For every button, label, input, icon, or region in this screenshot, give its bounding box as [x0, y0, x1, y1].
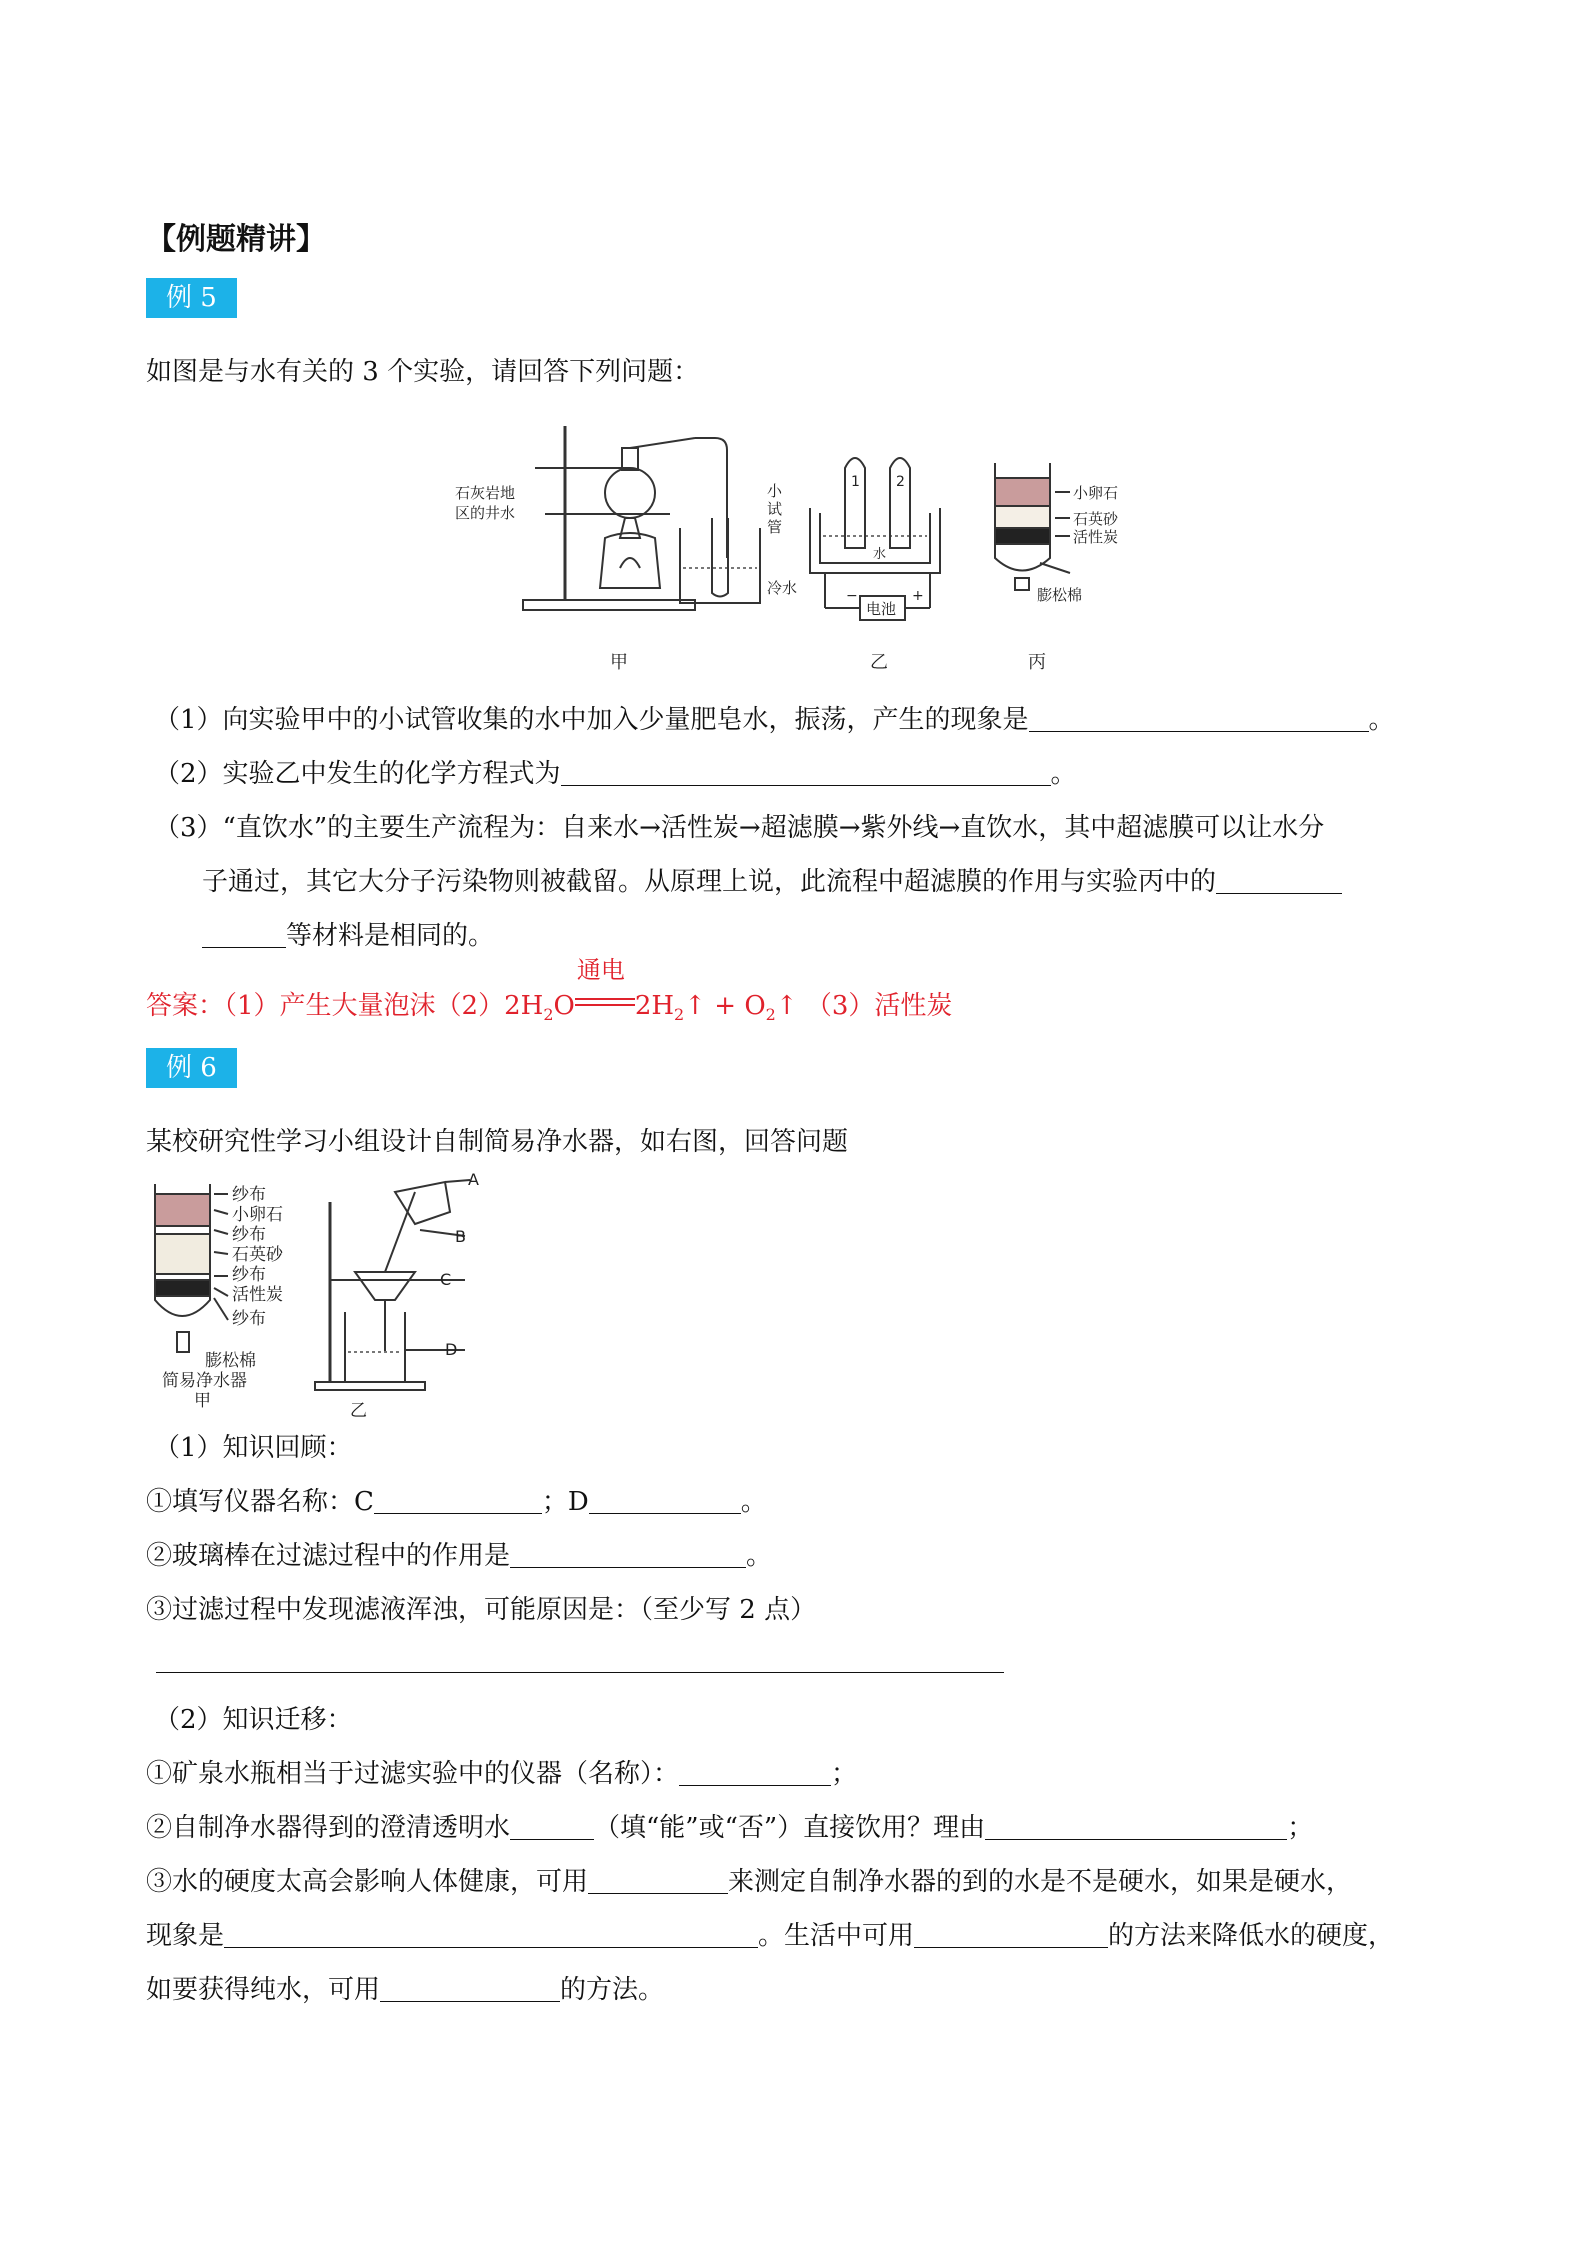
homemade-purifier [155, 1184, 228, 1352]
answer-blank[interactable] [380, 1975, 560, 2002]
answer-blank[interactable] [374, 1487, 542, 1514]
plus-label: + [912, 588, 924, 604]
gauze-label-4: 纱布 [232, 1309, 266, 1329]
tube-2-label: 2 [896, 474, 905, 490]
ex5-intro: 如图是与水有关的 3 个实验，请回答下列问题： [146, 357, 700, 387]
ex5-experiment-figure [455, 418, 1155, 680]
well-water-label-2: 区的井水 [455, 504, 516, 522]
gauze-label-1: 纱布 [232, 1185, 266, 1205]
example-5-badge: 例 5 [146, 278, 237, 318]
answer-blank[interactable] [589, 1487, 741, 1514]
label-A: A [468, 1172, 479, 1189]
ex6-part-1-title: （1）知识回顾： [154, 1433, 353, 1463]
gauze-label-3: 纱布 [232, 1265, 266, 1285]
small-tube-label-2: 试 [767, 500, 783, 518]
ex6-p1-question-3: ③过滤过程中发现滤液浑浊，可能原因是：（至少写 2 点） [146, 1595, 817, 1625]
carbon-label: 活性炭 [1073, 528, 1119, 546]
cotton-label: 膨松棉 [1037, 586, 1083, 604]
example-6-badge: 例 6 [146, 1048, 237, 1088]
distillation-apparatus [523, 426, 727, 610]
answer-blank[interactable] [510, 1813, 594, 1840]
quartz-label: 石英砂 [1073, 510, 1119, 528]
well-water-label-1: 石灰岩地 [455, 484, 516, 502]
carbon-label: 活性炭 [232, 1285, 283, 1305]
gauze-label-2: 纱布 [232, 1225, 266, 1245]
label-C: C [440, 1270, 452, 1289]
ex5-question-3-line-2: 子通过，其它大分子污染物则被截留。从原理上说，此流程中超滤膜的作用与实验丙中的 [202, 864, 1342, 900]
answer-blank[interactable] [588, 1867, 728, 1894]
label-B: B [455, 1227, 466, 1246]
answer-blank[interactable] [679, 1759, 831, 1786]
section-title: 【例题精讲】 [146, 222, 326, 257]
pebble-label: 小卵石 [232, 1205, 283, 1225]
answer-blank[interactable] [510, 1541, 746, 1568]
reaction-condition-arrow: 通电 [575, 986, 635, 1016]
simple-purifier [995, 463, 1070, 590]
ex5-question-2: （2）实验乙中发生的化学方程式为 。 [154, 759, 1077, 789]
small-tube-label-3: 管 [767, 518, 783, 536]
label-D: D [445, 1340, 458, 1359]
ex6-p1-question-1: ①填写仪器名称：C ；D 。 [146, 1487, 767, 1517]
tube-1-label: 1 [851, 474, 860, 490]
ex6-intro: 某校研究性学习小组设计自制简易净水器，如右图，回答问题 [146, 1127, 849, 1157]
figure-label-yi: 乙 [870, 652, 888, 673]
ex6-p2-question-3-line-3: 如要获得纯水，可用 的方法。 [146, 1975, 665, 2005]
ex6-p2-question-1: ①矿泉水瓶相当于过滤实验中的仪器（名称）： ； [146, 1759, 858, 1789]
cotton-label: 膨松棉 [205, 1351, 256, 1371]
ex6-part-2-title: （2）知识迁移： [154, 1705, 353, 1735]
ex6-p2-question-2: ②自制净水器得到的澄清透明水 （填“能”或“否”）直接饮用？理由 ； [146, 1813, 1314, 1843]
ex5-question-3-line-1: （3）“直饮水”的主要生产流程为：自来水→活性炭→超滤膜→紫外线→直饮水，其中超滤膜可以让水分 [154, 813, 1325, 843]
ex5-question-3-line-3: 等材料是相同的。 [202, 918, 494, 954]
ex6-figure [150, 1172, 480, 1422]
answer-blank[interactable] [561, 759, 1051, 786]
battery-label: 电池 [866, 600, 897, 618]
ex6-p1-question-2: ②玻璃棒在过滤过程中的作用是 。 [146, 1541, 773, 1571]
figure-label-yi: 乙 [350, 1401, 367, 1421]
ex5-question-1: （1）向实验甲中的小试管收集的水中加入少量肥皂水，振荡，产生的现象是 。 [154, 705, 1395, 735]
device-label: 简易净水器 [162, 1371, 247, 1391]
answer-blank[interactable] [1029, 705, 1369, 732]
answer-blank[interactable] [1216, 867, 1342, 894]
cold-water-beaker [680, 518, 760, 603]
cold-water-label: 冷水 [767, 579, 798, 597]
figure-label-jia: 甲 [194, 1391, 211, 1411]
figure-label-jia: 甲 [610, 652, 628, 673]
answer-blank[interactable] [914, 1921, 1108, 1948]
answer-blank[interactable] [202, 921, 286, 948]
minus-label: − [846, 588, 858, 604]
ex5-answer: 答案：（1）产生大量泡沫$(2)2H_2O$ 通电 $2H_2↑$ + $O_2↑$ （3）活性炭 [146, 956, 953, 1025]
answer-blank[interactable] [985, 1813, 1287, 1840]
water-label: 水 [873, 547, 887, 562]
small-tube-label-1: 小 [767, 482, 783, 500]
pebble-label: 小卵石 [1073, 484, 1119, 502]
ex6-p2-question-3-line-2: 现象是 。生活中可用 的方法来降低水的硬度， [146, 1921, 1395, 1951]
answer-blank[interactable] [224, 1921, 758, 1948]
figure-label-bing: 丙 [1028, 652, 1046, 673]
ex6-p2-question-3-line-1: ③水的硬度太高会影响人体健康，可用 来测定自制净水器的到的水是不是硬水，如果是硬水， [146, 1867, 1353, 1897]
answer-line[interactable] [156, 1672, 1004, 1673]
quartz-label: 石英砂 [232, 1245, 283, 1265]
